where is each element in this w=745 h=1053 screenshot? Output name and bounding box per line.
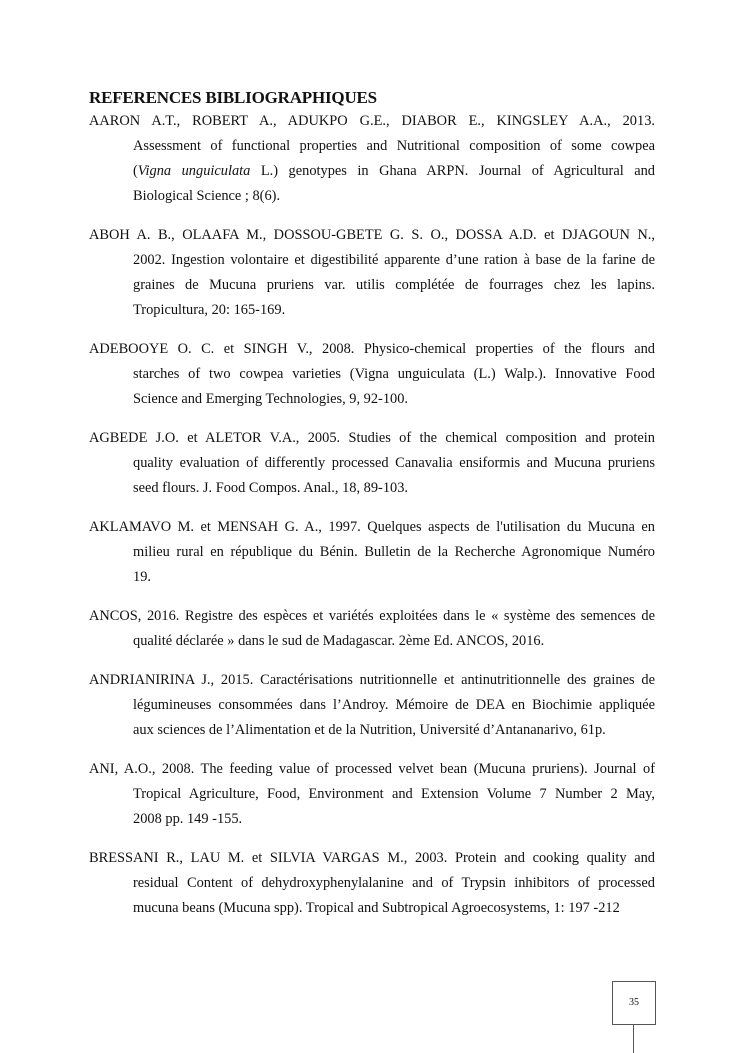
text-segment: Biological Science ; 8(6).: [133, 188, 281, 204]
text-segment: starches of two cowpea varieties (Vigna unguiculata (L.) Walp.). Innovative Food: [133, 366, 655, 382]
text-segment: 2002. Ingestion volontaire et digestibilité apparente d’une ration à base de la farine de: [133, 252, 655, 268]
text-segment: milieu rural en république du Bénin. Bulletin de la Recherche Agronomique Numéro: [133, 544, 655, 560]
text-segment: ADEBOOYE O. C. et SINGH V., 2008. Physico-chemical properties of the flours and: [89, 341, 655, 357]
reference-line: [133, 362, 655, 387]
reference-line: [89, 757, 655, 782]
reference-line: [133, 273, 655, 298]
reference-line: [89, 604, 655, 629]
text-segment: qualité déclarée » dans le sud de Madagascar. 2ème Ed. ANCOS, 2016.: [133, 633, 545, 649]
reference-list: [89, 109, 655, 935]
reference-entry: [89, 109, 655, 209]
reference-entry: [89, 515, 655, 590]
text-segment: 19.: [133, 569, 151, 585]
text-segment: AARON A.T., ROBERT A., ADUKPO G.E., DIABOR E., KINGSLEY A.A., 2013.: [89, 113, 655, 129]
reference-line: [89, 426, 655, 451]
text-segment: Assessment of functional properties and Nutritional composition of some cowpea: [133, 138, 655, 154]
reference-line: [133, 718, 655, 743]
reference-line: [133, 387, 655, 412]
reference-line: [133, 807, 655, 832]
reference-line: [133, 540, 655, 565]
text-segment: 2008 pp. 149 -155.: [133, 811, 243, 827]
reference-line: [133, 451, 655, 476]
text-segment: aux sciences de l’Alimentation et de la Nutrition, Université d’Antananarivo, 61p.: [133, 722, 606, 738]
page-heading: REFERENCES BIBLIOGRAPHIQUES: [89, 88, 377, 107]
text-segment: ANCOS, 2016. Registre des espèces et variétés exploitées dans le « système des semences de: [89, 608, 655, 624]
text-segment: Tropical Agriculture, Food, Environment and Extension Volume 7 Number 2 May,: [133, 786, 655, 802]
reference-line: [133, 565, 655, 590]
reference-line: [89, 337, 655, 362]
reference-line: [133, 159, 655, 184]
italic-text: Vigna unguiculata: [137, 163, 251, 179]
text-segment: AGBEDE J.O. et ALETOR V.A., 2005. Studies of the chemical composition and protein: [89, 430, 655, 446]
page-number: 35: [612, 981, 656, 1025]
reference-line: [133, 248, 655, 273]
text-segment: graines de Mucuna pruriens var. utilis complétée de fourrages chez les lapins.: [133, 277, 655, 293]
text-segment: BRESSANI R., LAU M. et SILVIA VARGAS M., 2003. Protein and cooking quality and: [89, 850, 655, 866]
reference-line: [133, 693, 655, 718]
reference-entry: [89, 757, 655, 832]
reference-line: [133, 298, 655, 323]
reference-entry: [89, 668, 655, 743]
text-segment: ABOH A. B., OLAAFA M., DOSSOU-GBETE G. S. O., DOSSA A.D. et DJAGOUN N.,: [89, 227, 655, 243]
reference-entry: [89, 223, 655, 323]
text-segment: mucuna beans (Mucuna spp). Tropical and Subtropical Agroecosystems, 1: 197 -212: [133, 900, 620, 916]
reference-entry: [89, 426, 655, 501]
text-segment: ANI, A.O., 2008. The feeding value of processed velvet bean (Mucuna pruriens). Journal of: [89, 761, 655, 777]
reference-line: [89, 846, 655, 871]
text-segment: residual Content of dehydroxyphenylalanine and of Trypsin inhibitors of processed: [133, 875, 655, 891]
reference-line: [89, 109, 655, 134]
text-segment: Tropicultura, 20: 165-169.: [133, 302, 286, 318]
text-segment: quality evaluation of differently processed Canavalia ensiformis and Mucuna pruriens: [133, 455, 655, 471]
reference-line: [133, 896, 655, 921]
reference-line: [133, 184, 655, 209]
text-segment: (: [133, 163, 138, 179]
text-segment: légumineuses consommées dans l’Androy. Mémoire de DEA en Biochimie appliquée: [133, 697, 655, 713]
page-number-divider: [633, 1024, 634, 1053]
reference-line: [133, 134, 655, 159]
reference-line: [133, 782, 655, 807]
reference-line: [133, 629, 655, 654]
text-segment: AKLAMAVO M. et MENSAH G. A., 1997. Quelques aspects de l'utilisation du Mucuna en: [89, 519, 655, 535]
reference-entry: [89, 846, 655, 921]
reference-line: [89, 223, 655, 248]
reference-line: [89, 515, 655, 540]
text-segment: Science and Emerging Technologies, 9, 92-100.: [133, 391, 409, 407]
reference-entry: [89, 337, 655, 412]
text-segment: L.) genotypes in Ghana ARPN. Journal of Agricultural and: [250, 163, 656, 179]
reference-entry: [89, 604, 655, 654]
reference-line: [133, 476, 655, 501]
reference-line: [89, 668, 655, 693]
text-segment: ANDRIANIRINA J., 2015. Caractérisations nutritionnelle et antinutritionnelle des graines de: [89, 672, 655, 688]
reference-line: [133, 871, 655, 896]
text-segment: seed flours. J. Food Compos. Anal., 18, 89-103.: [133, 480, 409, 496]
